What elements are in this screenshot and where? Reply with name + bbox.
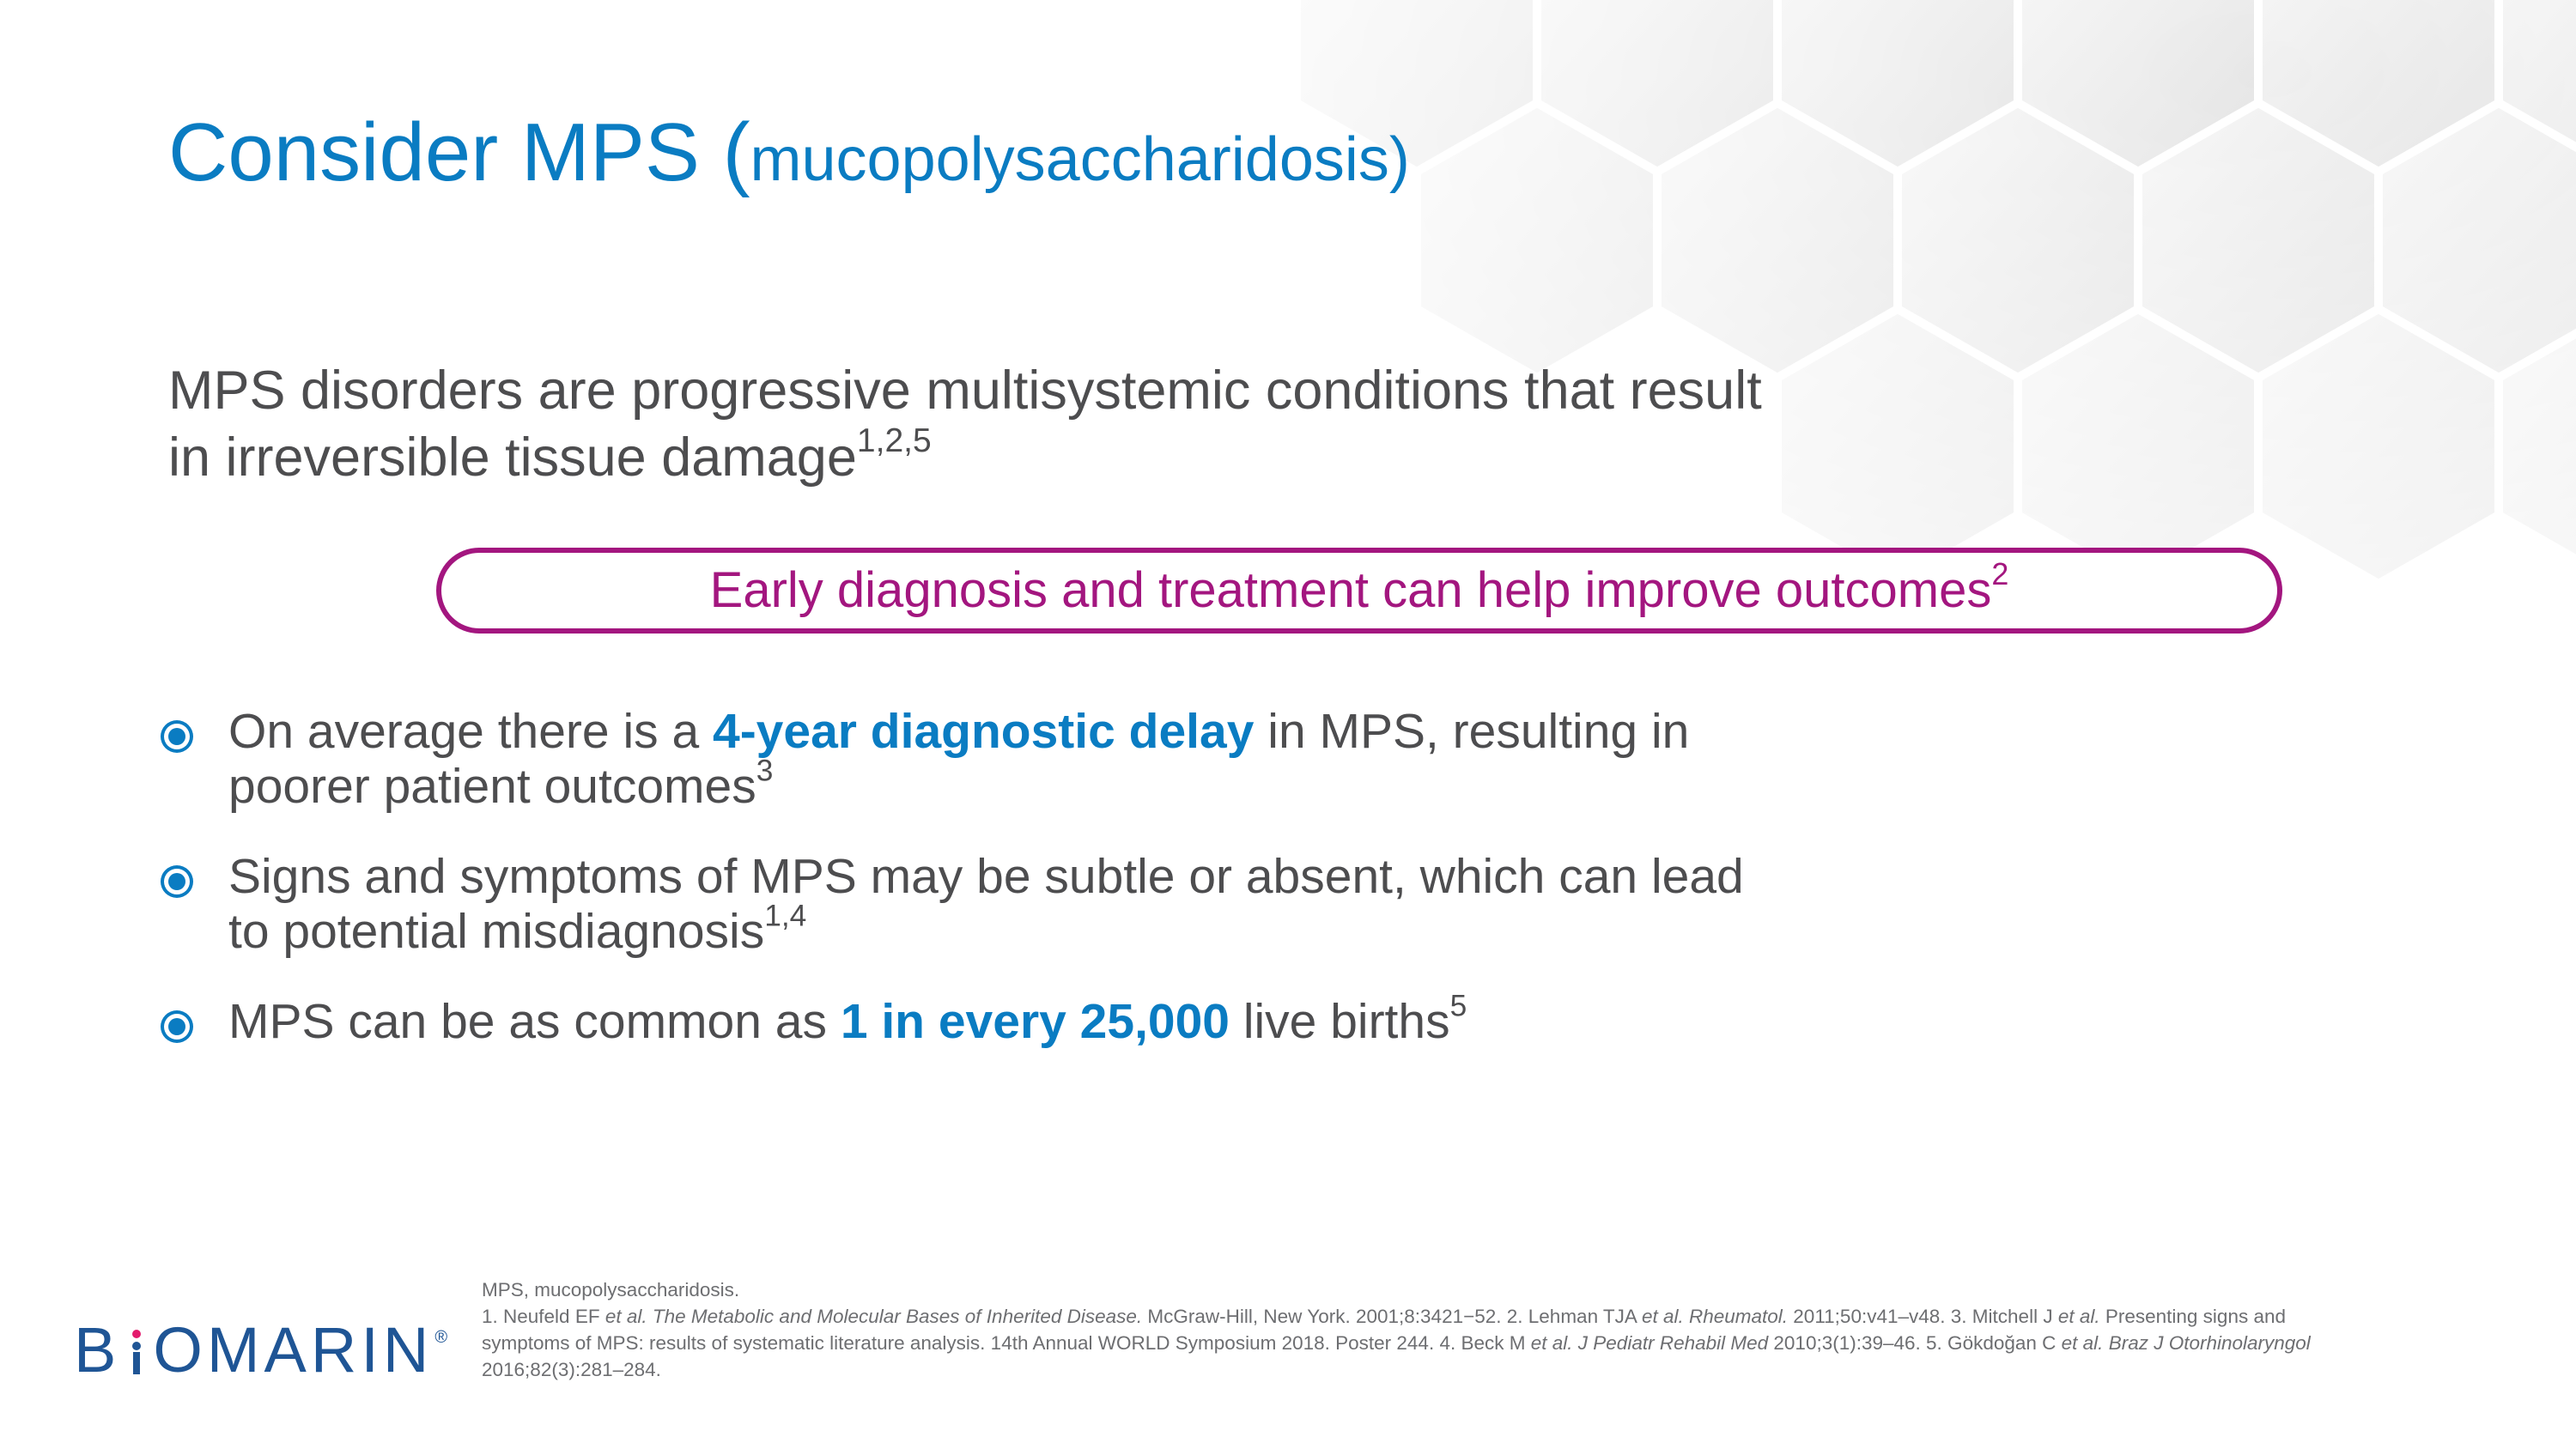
callout-citation: 2: [1991, 556, 2009, 592]
bullet-2-text: Signs and symptoms of MPS may be subtle or absent, which can lead: [228, 849, 1744, 904]
logo-i-stem: [133, 1352, 140, 1374]
bullet-3-pre: MPS can be as common as: [228, 994, 841, 1049]
logo-text-left: B: [74, 1314, 121, 1385]
callout-text-wrap: [709, 556, 2009, 621]
ref-1-author: 1. Neufeld EF: [482, 1306, 605, 1327]
radio-bullet-icon: [168, 873, 185, 890]
footnotes: [482, 1276, 2345, 1383]
ref-4-etal: et al.: [1530, 1332, 1573, 1354]
bullet-3-post: live births: [1230, 994, 1450, 1049]
bullet-3-highlight: 1 in every 25,000: [840, 994, 1230, 1049]
lead-line-2: in irreversible tissue damage: [168, 427, 857, 488]
logo-wordmark: [74, 1303, 447, 1385]
ref-2-etal: et al.: [1641, 1306, 1684, 1327]
title-main: Consider MPS (: [168, 106, 750, 198]
bullet-2-citation: 1,4: [764, 899, 807, 933]
lead-citation: 1,2,5: [856, 421, 932, 459]
footnote-references: [482, 1303, 2345, 1383]
bullet-1-highlight: 4-year diagnostic delay: [713, 704, 1255, 759]
bullet-1-line-2: poorer patient outcomes: [228, 759, 756, 814]
footnote-abbreviation: MPS, mucopolysaccharidosis.: [482, 1279, 740, 1300]
ref-1-journal: The Metabolic and Molecular Bases of Inherited Disease.: [647, 1306, 1143, 1327]
callout-text: Early diagnosis and treatment can help improve outcomes: [709, 562, 1992, 618]
biomarin-logo: [74, 1303, 447, 1385]
ref-5-rest: 2016;82(3):281–284.: [482, 1359, 661, 1380]
ref-3-etal: et al.: [2057, 1306, 2100, 1327]
logo-registered-mark: ®: [434, 1328, 448, 1347]
radio-bullet-icon: [168, 728, 185, 745]
title-parenthetical: mucopolysaccharidosis): [750, 125, 1410, 194]
bullet-3-citation: 5: [1449, 989, 1467, 1023]
ref-2-rest: 2011;50:v41–v48. 3. Mitchell J: [1788, 1306, 2058, 1327]
bullet-1-post: in MPS, resulting in: [1254, 704, 1690, 759]
lead-line-1: MPS disorders are progressive multisystemic conditions that result: [168, 361, 1762, 421]
logo-i-glyph: [125, 1326, 148, 1374]
bullet-1-pre: On average there is a: [228, 704, 713, 759]
page-title: [168, 101, 1410, 211]
bullet-2-line-2: to potential misdiagnosis: [228, 904, 765, 959]
ref-2-journal: Rheumatol.: [1683, 1306, 1789, 1327]
bullet-item-diagnostic-delay: [168, 704, 1886, 814]
bullet-item-prevalence: [168, 989, 1886, 1049]
ref-4-journal: J Pediatr Rehabil Med: [1572, 1332, 1769, 1354]
ref-3-rest: Presenting signs and symptoms of MPS: results of systematic literature analysis. 14th Annual WORLD Symposium 2018. Poster 244. 4. Beck M: [482, 1306, 2286, 1354]
bullet-list: [168, 704, 1886, 1084]
bullet-item-signs-symptoms: [168, 849, 1886, 959]
ref-1-etal: et al.: [605, 1306, 647, 1327]
logo-dot-top: [132, 1330, 141, 1338]
callout-box: [436, 548, 2282, 634]
ref-5-etal: et al.: [2061, 1332, 2104, 1354]
ref-5-journal: Braz J Otorhinolaryngol: [2103, 1332, 2311, 1354]
ref-1-rest: McGraw-Hill, New York. 2001;8:3421−52. 2. Lehman TJA: [1142, 1306, 1642, 1327]
logo-text-right: OMARIN: [153, 1314, 434, 1385]
radio-bullet-icon: [168, 1018, 185, 1035]
logo-dot-bottom: [132, 1342, 141, 1350]
ref-4-rest: 2010;3(1):39–46. 5. Gökdoğan C: [1768, 1332, 2062, 1354]
bullet-1-citation: 3: [756, 754, 774, 788]
lead-statement: [168, 357, 2057, 491]
